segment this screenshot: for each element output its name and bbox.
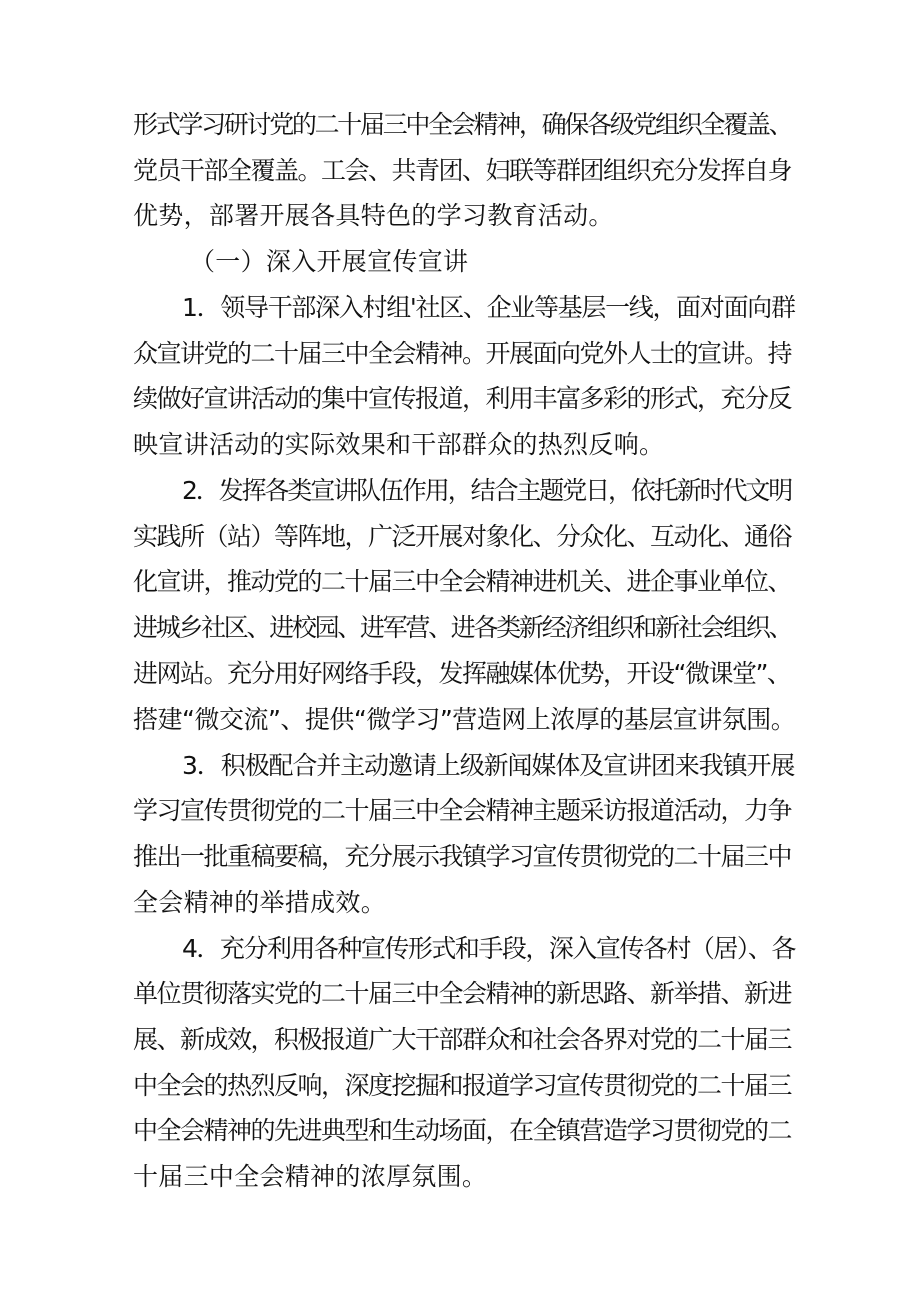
paragraph-line: 3．积极配合并主动邀请上级新闻媒体及宣讲团来我镇开展 (182, 751, 795, 780)
paragraph-line: 十届三中全会精神的浓厚氛围。 (133, 1162, 488, 1191)
paragraph-line: 推出一批重稿要稿，充分展示我镇学习宣传贯彻党的二十届三中 (133, 842, 792, 871)
intro-line: 优势，部署开展各具特色的学习教育活动。 (133, 201, 614, 230)
paragraph-line: 单位贯彻落实党的二十届三中全会精神的新思路、新举措、新进 (133, 979, 792, 1008)
paragraph-line: 搭建“微交流”、提供“微学习”营造网上浓厚的基层宣讲氛围。 (133, 705, 796, 734)
section-heading: （一）深入开展宣传宣讲 (190, 247, 469, 276)
paragraph-line: 中全会的热烈反响，深度挖掘和报道学习宣传贯彻党的二十届三 (133, 1071, 792, 1100)
paragraph-line: 学习宣传贯彻党的二十届三中全会精神主题采访报道活动，力争 (133, 796, 792, 825)
intro-line: 党员干部全覆盖。工会、共青团、妇联等群团组织充分发挥自身 (133, 156, 792, 185)
paragraph-line: 1．领导干部深入村组'社区、企业等基层一线，面对面向群 (182, 293, 795, 322)
paragraph-line: 进网站。充分用好网络手段，发挥融媒体优势，开设“微课堂”、 (133, 659, 791, 688)
paragraph-line: 众宣讲党的二十届三中全会精神。开展面向党外人士的宣讲。持 (133, 339, 792, 368)
paragraph-line: 全会精神的举措成效。 (133, 888, 387, 917)
paragraph-line: 实践所（站）等阵地，广泛开展对象化、分众化、互动化、通俗 (133, 522, 792, 551)
paragraph-line: 中全会精神的先进典型和生动场面，在全镇营造学习贯彻党的二 (133, 1116, 792, 1145)
intro-line: 形式学习研讨党的二十届三中全会精神，确保各级党组织全覆盖、 (133, 110, 792, 139)
paragraph-line: 续做好宣讲活动的集中宣传报道，利用丰富多彩的形式，充分反 (133, 384, 792, 413)
paragraph-line: 化宣讲，推动党的二十届三中全会精神进机关、进企事业单位、 (133, 567, 792, 596)
paragraph-line: 4．充分利用各种宣传形式和手段，深入宣传各村（居）、各 (182, 934, 795, 963)
paragraph-line: 展、新成效，积极报道广大干部群众和社会各界对党的二十届三 (133, 1025, 792, 1054)
paragraph-line: 进城乡社区、进校园、进军营、进各类新经济组织和新社会组织、 (133, 613, 792, 642)
paragraph-line: 映宣讲活动的实际效果和干部群众的热烈反响。 (133, 430, 665, 459)
paragraph-line: 2．发挥各类宣讲队伍作用，结合主题党日，依托新时代文明 (182, 476, 792, 505)
